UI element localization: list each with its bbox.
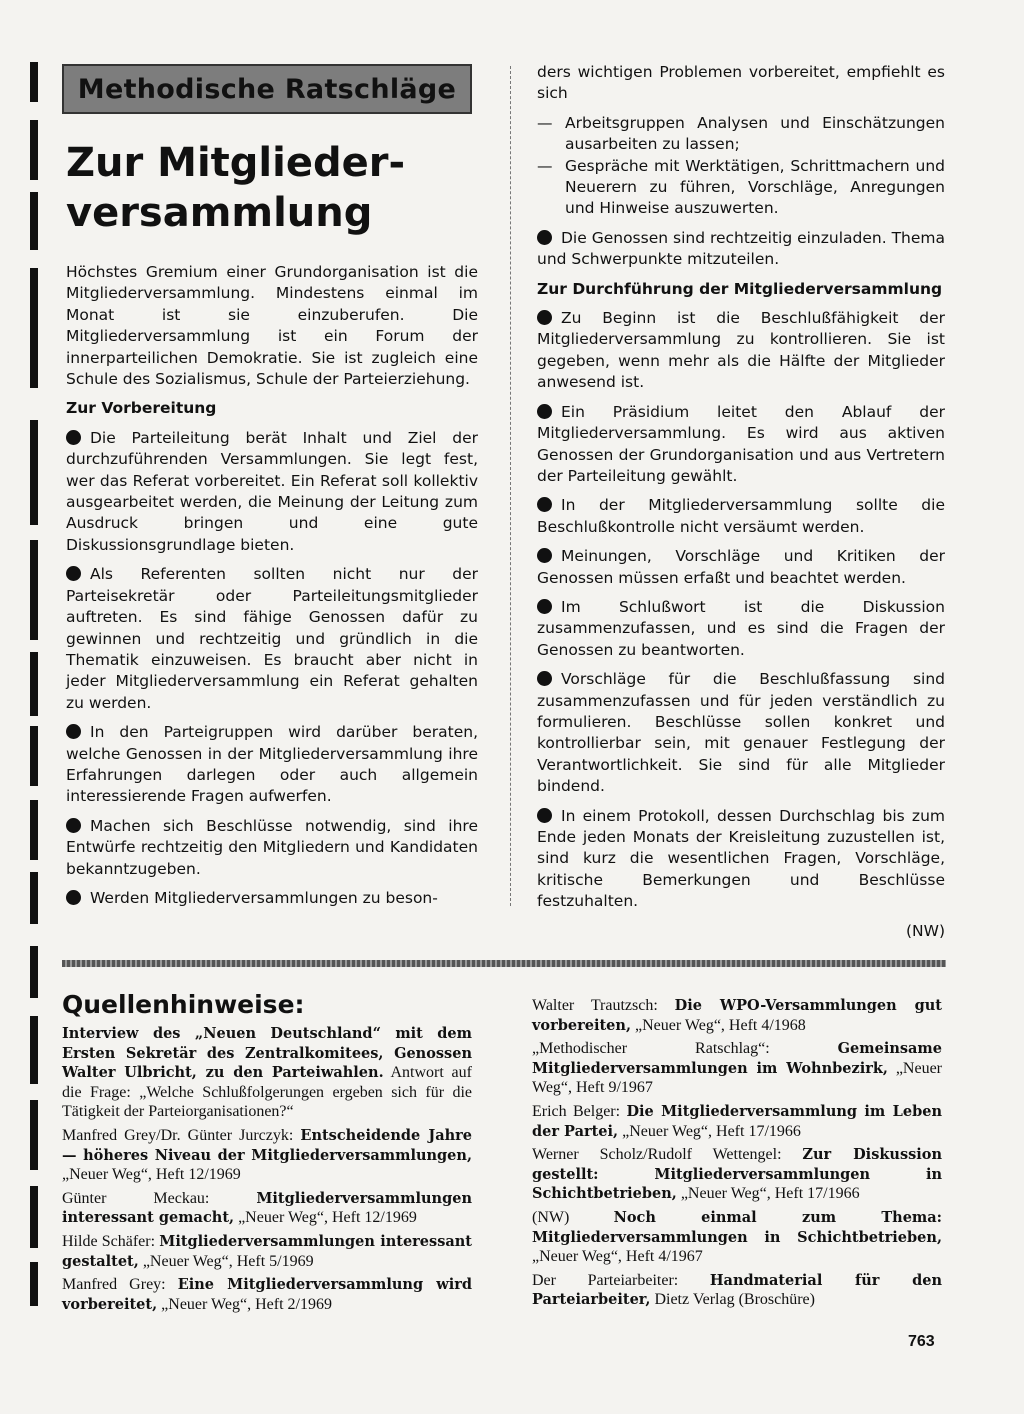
bullet-paragraph: In den Parteigruppen wird darüber beraten, welche Genossen in der Mitgliederversammlung ihre Erfahrungen darlegen oder auch allgemein interessierende Fragen aufwerfen. bbox=[66, 723, 478, 806]
bullet-icon bbox=[537, 310, 552, 325]
source-entry: Manfred Grey: Eine Mitgliederversammlung wird vorbereitet, „Neuer Weg“, Heft 2/1969 bbox=[62, 1276, 472, 1313]
margin-mark bbox=[30, 1262, 38, 1306]
dash-list bbox=[537, 113, 945, 220]
source-entry: Interview des „Neuen Deutschland“ mit dem Ersten Sekretär des Zentralkomitees, Genossen Walter Ulbricht, zu den Parteiwahlen. Antwort auf die Frage: „Welche Schlußfolgerungen ergeben sich für die Tätigkeit der Parteiorganisationen?“ bbox=[62, 1025, 472, 1121]
bullet-paragraph: Werden Mitgliederversammlungen zu beson- bbox=[66, 888, 478, 909]
bullet-paragraph: Die Genossen sind rechtzeitig einzuladen. Thema und Schwerpunkte mitzuteilen. bbox=[537, 228, 945, 269]
dash-item: — Arbeitsgruppen Analysen und Einschätzungen ausarbeiten zu lassen; bbox=[537, 113, 945, 154]
bullet-icon bbox=[66, 430, 81, 445]
source-entry: Der Parteiarbeiter: Handmaterial für den Parteiarbeiter, Dietz Verlag (Broschüre) bbox=[532, 1271, 942, 1309]
bullet-paragraph: Ein Präsidium leitet den Ablauf der Mitgliederversammlung. Es wird aus aktiven Genossen der Grundorganisation und aus Vertretern der Parteileitung gewählt. bbox=[537, 402, 945, 485]
section-label: Methodische Ratschläge bbox=[77, 73, 457, 105]
bullet-icon bbox=[66, 566, 81, 581]
column-divider bbox=[510, 66, 512, 906]
source-entry: Manfred Grey/Dr. Günter Jurczyk: Entscheidende Jahre — höheres Niveau der Mitgliederversammlungen, „Neuer Weg“, Heft 12/1969 bbox=[62, 1126, 472, 1184]
bullet-icon bbox=[66, 890, 81, 905]
source-entry: Werner Scholz/Rudolf Wettengel: Zur Diskussion gestellt: Mitgliederversammlungen in Schichtbetrieben, „Neuer Weg“, Heft 17/1966 bbox=[532, 1146, 942, 1203]
source-entry: Hilde Schäfer: Mitgliederversammlungen interessant gestaltet, „Neuer Weg“, Heft 5/1969 bbox=[62, 1232, 472, 1270]
margin-mark bbox=[30, 726, 38, 786]
page-number: 763 bbox=[908, 1333, 935, 1350]
source-entry: Günter Meckau: Mitgliederversammlungen interessant gemacht, „Neuer Weg“, Heft 12/1969 bbox=[62, 1189, 472, 1227]
source-entry: „Methodischer Ratschlag“: Gemeinsame Mitgliederversammlungen im Wohnbezirk, „Neuer Weg“, Heft 9/1967 bbox=[532, 1040, 942, 1097]
subheading-vorbereitung: Zur Vorbereitung bbox=[66, 399, 217, 418]
article-title bbox=[66, 138, 426, 238]
author-note: (NW) bbox=[905, 921, 945, 940]
margin-mark bbox=[30, 1186, 38, 1248]
bullet-icon bbox=[66, 724, 81, 739]
bullet-paragraph: Im Schlußwort ist die Diskussion zusammenzufassen, und es sind die Fragen der Genossen zu beantworten. bbox=[537, 597, 945, 659]
margin-mark bbox=[30, 120, 38, 180]
bullet-paragraph: Die Parteileitung berät Inhalt und Ziel der durchzuführenden Versammlungen. Sie legt fest, wer das Referat vorbereitet. Ein Referat soll kollektiv ausgearbeitet werden, die Meinung der Leitung zum Ausdruck bringen und eine gute Diskussionsgrundlage bieten. bbox=[66, 428, 478, 554]
bullet-icon bbox=[537, 497, 552, 512]
margin-mark bbox=[30, 652, 38, 716]
bullet-paragraph: Vorschläge für die Beschlußfassung sind zusammenzufassen und für jeden verständlich zu formulieren. Beschlüsse sollen konkret und kontrollierbar sein, mit genauer Festlegung der Verantwortlichkeit. Sie sind für alle Mitglieder bindend. bbox=[537, 670, 945, 796]
bullet-paragraph: In einem Protokoll, dessen Durchschlag bis zum Ende jeden Monats der Kreisleitung zuzustellen ist, sind kurz die wesentlichen Fragen, Vorschläge, kritische Bemerkungen und Beschlüsse festzuhalten. bbox=[537, 806, 945, 911]
margin-mark bbox=[30, 1016, 38, 1084]
bullet-paragraph: Meinungen, Vorschläge und Kritiken der Genossen müssen erfaßt und beachtet werden. bbox=[537, 547, 945, 587]
right-column bbox=[537, 62, 945, 950]
sources-right bbox=[532, 996, 942, 1314]
intro-paragraph: Höchstes Gremium einer Grundorganisation ist die Mitgliederversammlung. Mindestens einmal im Monat ist sie einzuberufen. Die Mitgliederversammlung ist ein Forum der innerparteilichen Demokratie. Sie ist zugleich eine Schule des Sozialismus, Schule der Parteierziehung. bbox=[66, 263, 478, 389]
bullet-paragraph: Zu Beginn ist die Beschlußfähigkeit der Mitgliederversammlung zu kontrollieren. Sie ist gegeben, wenn mehr als die Hälfte der Mitglieder anwesend ist. bbox=[537, 309, 945, 392]
bullet-icon bbox=[537, 671, 552, 686]
margin-mark bbox=[30, 268, 38, 388]
left-column bbox=[66, 262, 478, 917]
bullet-paragraph: Als Referenten sollten nicht nur der Parteisekretär oder Parteileitungsmitglieder auftreten. Es sind fähige Genossen dafür zu gewinnen und rechtzeitig und gründlich in die Thematik einzuweisen. Es braucht aber nicht in jeder Mitgliederversammlung ein Referat gehalten zu werden. bbox=[66, 565, 478, 712]
margin-mark bbox=[30, 540, 38, 640]
bullet-icon bbox=[537, 230, 552, 245]
margin-mark bbox=[30, 420, 38, 525]
bullet-icon bbox=[537, 599, 552, 614]
margin-mark bbox=[30, 192, 38, 250]
subheading-durchfuehrung: Zur Durchführung der Mitgliederversammlung bbox=[537, 279, 943, 298]
bullet-paragraph: In der Mitgliederversammlung sollte die Beschlußkontrolle nicht versäumt werden. bbox=[537, 496, 945, 536]
source-entry: Walter Trautzsch: Die WPO-Versammlungen gut vorbereiten, „Neuer Weg“, Heft 4/1968 bbox=[532, 997, 942, 1034]
bullet-icon bbox=[537, 404, 552, 419]
section-banner bbox=[62, 64, 472, 114]
continuation-paragraph: ders wichtigen Problemen vorbereitet, empfiehlt es sich bbox=[537, 63, 945, 103]
title-line-1: Zur Mitglieder- bbox=[66, 140, 406, 186]
dash-item: — Gespräche mit Werktätigen, Schrittmachern und Neuerern zu führen, Vorschläge, Anregungen und Hinweise auszuwerten. bbox=[537, 156, 945, 218]
bullet-icon bbox=[537, 808, 552, 823]
margin-mark bbox=[30, 1100, 38, 1170]
bullet-icon bbox=[537, 548, 552, 563]
margin-mark bbox=[30, 800, 38, 860]
bullet-paragraph: Machen sich Beschlüsse notwendig, sind ihre Entwürfe rechtzeitig den Mitgliedern und Kandidaten bekanntzugeben. bbox=[66, 816, 478, 878]
source-entry: (NW) Noch einmal zum Thema: Mitgliederversammlungen in Schichtbetrieben, „Neuer Weg“, Heft 4/1967 bbox=[532, 1208, 943, 1266]
bullet-icon bbox=[66, 818, 81, 833]
sources-left bbox=[62, 1024, 472, 1318]
section-divider bbox=[62, 960, 946, 967]
sources-heading: Quellenhinweise: bbox=[62, 990, 305, 1019]
margin-mark bbox=[30, 62, 38, 102]
margin-mark bbox=[30, 946, 38, 998]
margin-mark bbox=[30, 872, 38, 924]
title-line-2: versammlung bbox=[66, 190, 373, 236]
source-entry: Erich Belger: Die Mitgliederversammlung im Leben der Partei, „Neuer Weg“, Heft 17/1966 bbox=[532, 1102, 942, 1140]
